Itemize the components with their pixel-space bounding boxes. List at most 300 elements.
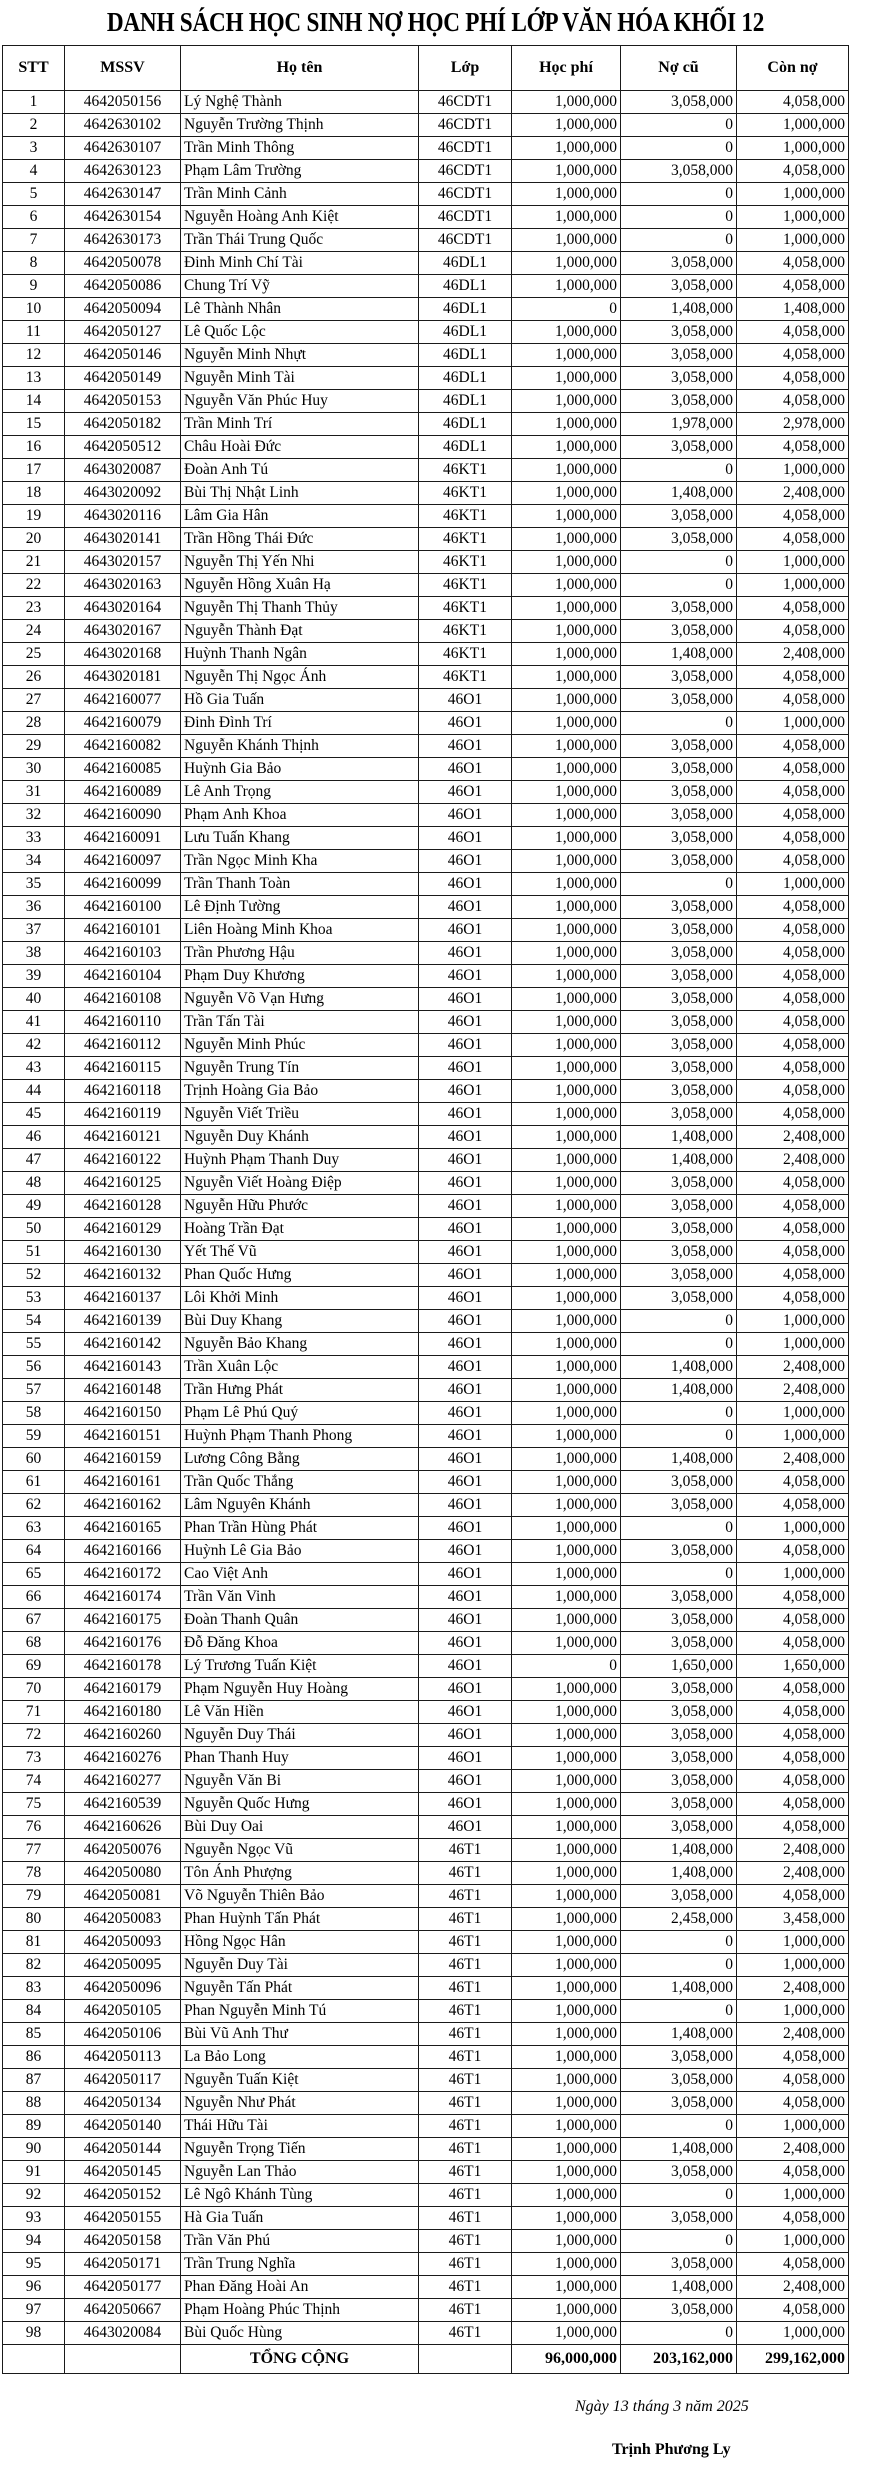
table-row (3, 482, 849, 505)
cell-name: Huỳnh Gia Bảo (181, 758, 419, 781)
cell-class: 46O1 (419, 1264, 512, 1287)
cell-fee: 1,000,000 (512, 988, 621, 1011)
cell-class: 46DL1 (419, 298, 512, 321)
cell-remaining: 4,058,000 (737, 2207, 849, 2230)
cell-old-debt: 1,408,000 (621, 2138, 737, 2161)
cell-class: 46KT1 (419, 551, 512, 574)
cell-mssv: 4642160103 (65, 942, 181, 965)
cell-remaining: 4,058,000 (737, 1241, 849, 1264)
cell-mssv: 4643020084 (65, 2322, 181, 2345)
cell-class: 46T1 (419, 2138, 512, 2161)
cell-mssv: 4642160148 (65, 1379, 181, 1402)
cell-mssv: 4642050080 (65, 1862, 181, 1885)
cell-name: Lê Ngô Khánh Tùng (181, 2184, 419, 2207)
table-row (3, 758, 849, 781)
cell-fee: 1,000,000 (512, 413, 621, 436)
cell-old-debt: 3,058,000 (621, 2207, 737, 2230)
cell-name: Châu Hoài Đức (181, 436, 419, 459)
table-row (3, 2115, 849, 2138)
cell-stt: 57 (3, 1379, 65, 1402)
cell-old-debt: 1,408,000 (621, 1149, 737, 1172)
cell-name: Hồng Ngọc Hân (181, 1931, 419, 1954)
cell-name: Trần Hồng Thái Đức (181, 528, 419, 551)
cell-name: Phan Thanh Huy (181, 1747, 419, 1770)
cell-remaining: 4,058,000 (737, 436, 849, 459)
table-row (3, 689, 849, 712)
table-row (3, 988, 849, 1011)
cell-class: 46O1 (419, 1425, 512, 1448)
cell-old-debt: 3,058,000 (621, 1701, 737, 1724)
cell-name: Huỳnh Thanh Ngân (181, 643, 419, 666)
table-row (3, 1517, 849, 1540)
cell-stt: 66 (3, 1586, 65, 1609)
cell-remaining: 1,000,000 (737, 2184, 849, 2207)
cell-old-debt: 1,408,000 (621, 1356, 737, 1379)
cell-name: Nguyễn Tấn Phát (181, 1977, 419, 2000)
cell-name: Phan Quốc Hưng (181, 1264, 419, 1287)
cell-fee: 1,000,000 (512, 1954, 621, 1977)
cell-stt: 36 (3, 896, 65, 919)
cell-old-debt: 3,058,000 (621, 804, 737, 827)
header-fee: Học phí (512, 46, 621, 91)
cell-remaining: 4,058,000 (737, 597, 849, 620)
cell-old-debt: 3,058,000 (621, 1218, 737, 1241)
cell-name: Nguyễn Hữu Phước (181, 1195, 419, 1218)
cell-name: Trần Tấn Tài (181, 1011, 419, 1034)
cell-mssv: 4642160077 (65, 689, 181, 712)
cell-fee: 1,000,000 (512, 1747, 621, 1770)
header-class: Lớp (419, 46, 512, 91)
table-row (3, 965, 849, 988)
cell-fee: 1,000,000 (512, 758, 621, 781)
debt-table (2, 45, 849, 2374)
cell-name: Nguyễn Minh Tài (181, 367, 419, 390)
cell-remaining: 4,058,000 (737, 850, 849, 873)
total-remaining: 299,162,000 (737, 2345, 849, 2374)
cell-old-debt: 1,978,000 (621, 413, 737, 436)
cell-old-debt: 3,058,000 (621, 1678, 737, 1701)
table-row (3, 2069, 849, 2092)
cell-stt: 8 (3, 252, 65, 275)
cell-mssv: 4643020141 (65, 528, 181, 551)
cell-fee: 1,000,000 (512, 1816, 621, 1839)
cell-fee: 1,000,000 (512, 666, 621, 689)
cell-class: 46O1 (419, 1103, 512, 1126)
header-remaining: Còn nợ (737, 46, 849, 91)
cell-mssv: 4642050096 (65, 1977, 181, 2000)
cell-mssv: 4642630123 (65, 160, 181, 183)
cell-remaining: 4,058,000 (737, 1494, 849, 1517)
cell-remaining: 4,058,000 (737, 988, 849, 1011)
cell-mssv: 4642160090 (65, 804, 181, 827)
cell-mssv: 4642050156 (65, 91, 181, 114)
cell-stt: 39 (3, 965, 65, 988)
cell-stt: 38 (3, 942, 65, 965)
total-old-debt: 203,162,000 (621, 2345, 737, 2374)
cell-stt: 79 (3, 1885, 65, 1908)
cell-fee: 1,000,000 (512, 2276, 621, 2299)
cell-old-debt: 3,058,000 (621, 1080, 737, 1103)
cell-class: 46O1 (419, 1356, 512, 1379)
cell-fee: 1,000,000 (512, 344, 621, 367)
cell-class: 46KT1 (419, 666, 512, 689)
cell-remaining: 2,408,000 (737, 1356, 849, 1379)
cell-class: 46O1 (419, 827, 512, 850)
cell-fee: 0 (512, 298, 621, 321)
table-row (3, 2138, 849, 2161)
table-row (3, 1195, 849, 1218)
cell-class: 46O1 (419, 896, 512, 919)
cell-remaining: 4,058,000 (737, 160, 849, 183)
cell-stt: 25 (3, 643, 65, 666)
cell-old-debt: 1,408,000 (621, 643, 737, 666)
cell-name: Huỳnh Lê Gia Bảo (181, 1540, 419, 1563)
cell-remaining: 4,058,000 (737, 965, 849, 988)
cell-fee: 1,000,000 (512, 390, 621, 413)
cell-stt: 90 (3, 2138, 65, 2161)
cell-old-debt: 3,058,000 (621, 367, 737, 390)
cell-mssv: 4642160129 (65, 1218, 181, 1241)
cell-stt: 23 (3, 597, 65, 620)
cell-remaining: 4,058,000 (737, 1195, 849, 1218)
cell-fee: 1,000,000 (512, 1632, 621, 1655)
cell-remaining: 4,058,000 (737, 1034, 849, 1057)
cell-name: Trần Hưng Phát (181, 1379, 419, 1402)
cell-stt: 17 (3, 459, 65, 482)
cell-name: Lưu Tuấn Khang (181, 827, 419, 850)
table-row (3, 1586, 849, 1609)
cell-old-debt: 3,058,000 (621, 1471, 737, 1494)
cell-mssv: 4643020157 (65, 551, 181, 574)
table-row (3, 2207, 849, 2230)
cell-name: Tôn Ánh Phượng (181, 1862, 419, 1885)
table-row (3, 2000, 849, 2023)
cell-mssv: 4642160165 (65, 1517, 181, 1540)
cell-remaining: 1,000,000 (737, 459, 849, 482)
table-row (3, 436, 849, 459)
cell-old-debt: 3,058,000 (621, 919, 737, 942)
cell-fee: 1,000,000 (512, 1517, 621, 1540)
table-row (3, 229, 849, 252)
cell-old-debt: 0 (621, 137, 737, 160)
cell-mssv: 4642160108 (65, 988, 181, 1011)
cell-mssv: 4642050171 (65, 2253, 181, 2276)
cell-stt: 43 (3, 1057, 65, 1080)
cell-remaining: 2,408,000 (737, 643, 849, 666)
cell-stt: 97 (3, 2299, 65, 2322)
cell-old-debt: 0 (621, 1954, 737, 1977)
cell-old-debt: 3,058,000 (621, 666, 737, 689)
cell-remaining: 4,058,000 (737, 1793, 849, 1816)
cell-fee: 1,000,000 (512, 1977, 621, 2000)
cell-stt: 51 (3, 1241, 65, 1264)
cell-fee: 1,000,000 (512, 1195, 621, 1218)
table-row (3, 413, 849, 436)
cell-old-debt: 3,058,000 (621, 2069, 737, 2092)
cell-name: Trần Xuân Lộc (181, 1356, 419, 1379)
cell-name: Phan Đăng Hoài An (181, 2276, 419, 2299)
cell-stt: 98 (3, 2322, 65, 2345)
table-row (3, 712, 849, 735)
cell-remaining: 2,408,000 (737, 2276, 849, 2299)
cell-mssv: 4642050155 (65, 2207, 181, 2230)
cell-remaining: 4,058,000 (737, 1057, 849, 1080)
cell-remaining: 2,978,000 (737, 413, 849, 436)
cell-mssv: 4642160112 (65, 1034, 181, 1057)
cell-name: Nguyễn Bảo Khang (181, 1333, 419, 1356)
cell-mssv: 4642050117 (65, 2069, 181, 2092)
cell-fee: 1,000,000 (512, 850, 621, 873)
cell-old-debt: 1,408,000 (621, 482, 737, 505)
cell-remaining: 1,000,000 (737, 873, 849, 896)
cell-old-debt: 0 (621, 1402, 737, 1425)
cell-name: Đinh Đình Trí (181, 712, 419, 735)
cell-class: 46O1 (419, 1517, 512, 1540)
cell-class: 46O1 (419, 850, 512, 873)
cell-class: 46KT1 (419, 528, 512, 551)
cell-remaining: 4,058,000 (737, 735, 849, 758)
cell-old-debt: 3,058,000 (621, 528, 737, 551)
cell-class: 46DL1 (419, 367, 512, 390)
cell-class: 46CDT1 (419, 114, 512, 137)
cell-stt: 70 (3, 1678, 65, 1701)
cell-mssv: 4642160130 (65, 1241, 181, 1264)
cell-fee: 1,000,000 (512, 2138, 621, 2161)
cell-remaining: 2,408,000 (737, 1448, 849, 1471)
cell-class: 46CDT1 (419, 183, 512, 206)
table-row (3, 804, 849, 827)
cell-fee: 1,000,000 (512, 1563, 621, 1586)
table-row (3, 1057, 849, 1080)
table-row (3, 1149, 849, 1172)
cell-fee: 1,000,000 (512, 1862, 621, 1885)
cell-old-debt: 3,058,000 (621, 1747, 737, 1770)
cell-stt: 69 (3, 1655, 65, 1678)
cell-mssv: 4642050144 (65, 2138, 181, 2161)
cell-stt: 86 (3, 2046, 65, 2069)
cell-fee: 1,000,000 (512, 2230, 621, 2253)
cell-old-debt: 3,058,000 (621, 1241, 737, 1264)
cell-name: Lê Quốc Lộc (181, 321, 419, 344)
cell-name: Trần Phương Hậu (181, 942, 419, 965)
table-row (3, 1862, 849, 1885)
cell-stt: 13 (3, 367, 65, 390)
cell-remaining: 1,000,000 (737, 114, 849, 137)
cell-fee: 1,000,000 (512, 505, 621, 528)
table-row (3, 827, 849, 850)
table-row (3, 1563, 849, 1586)
cell-remaining: 4,058,000 (737, 1218, 849, 1241)
cell-stt: 61 (3, 1471, 65, 1494)
cell-stt: 74 (3, 1770, 65, 1793)
cell-mssv: 4642050093 (65, 1931, 181, 1954)
cell-old-debt: 0 (621, 1931, 737, 1954)
total-stt-cell (3, 2345, 65, 2374)
cell-mssv: 4642630147 (65, 183, 181, 206)
cell-class: 46DL1 (419, 436, 512, 459)
cell-name: Trần Văn Vinh (181, 1586, 419, 1609)
cell-remaining: 1,000,000 (737, 1563, 849, 1586)
cell-class: 46O1 (419, 1333, 512, 1356)
table-row (3, 2253, 849, 2276)
cell-fee: 1,000,000 (512, 528, 621, 551)
cell-mssv: 4642160132 (65, 1264, 181, 1287)
cell-name: Nguyễn Hoàng Anh Kiệt (181, 206, 419, 229)
cell-class: 46O1 (419, 1241, 512, 1264)
cell-stt: 37 (3, 919, 65, 942)
cell-class: 46CDT1 (419, 137, 512, 160)
cell-old-debt: 3,058,000 (621, 436, 737, 459)
cell-mssv: 4642050105 (65, 2000, 181, 2023)
cell-class: 46T1 (419, 2000, 512, 2023)
cell-class: 46O1 (419, 1540, 512, 1563)
cell-name: Phạm Nguyễn Huy Hoàng (181, 1678, 419, 1701)
cell-remaining: 4,058,000 (737, 919, 849, 942)
cell-class: 46O1 (419, 1310, 512, 1333)
cell-name: Nguyễn Trường Thịnh (181, 114, 419, 137)
cell-old-debt: 3,058,000 (621, 390, 737, 413)
cell-fee: 1,000,000 (512, 1885, 621, 1908)
cell-fee: 1,000,000 (512, 252, 621, 275)
cell-fee: 1,000,000 (512, 1701, 621, 1724)
cell-remaining: 4,058,000 (737, 804, 849, 827)
cell-old-debt: 1,650,000 (621, 1655, 737, 1678)
cell-class: 46DL1 (419, 344, 512, 367)
cell-name: Yết Thế Vũ (181, 1241, 419, 1264)
table-row (3, 1839, 849, 1862)
table-row (3, 574, 849, 597)
cell-old-debt: 3,058,000 (621, 91, 737, 114)
table-row (3, 735, 849, 758)
cell-old-debt: 0 (621, 1517, 737, 1540)
cell-mssv: 4642050076 (65, 1839, 181, 1862)
cell-class: 46O1 (419, 1747, 512, 1770)
cell-remaining: 4,058,000 (737, 1770, 849, 1793)
cell-old-debt: 3,058,000 (621, 1103, 737, 1126)
cell-name: Nguyễn Thành Đạt (181, 620, 419, 643)
cell-remaining: 4,058,000 (737, 620, 849, 643)
cell-mssv: 4642050145 (65, 2161, 181, 2184)
cell-class: 46O1 (419, 919, 512, 942)
table-row (3, 1080, 849, 1103)
cell-mssv: 4642050149 (65, 367, 181, 390)
table-row (3, 505, 849, 528)
cell-class: 46T1 (419, 1839, 512, 1862)
cell-remaining: 4,058,000 (737, 252, 849, 275)
table-row (3, 2299, 849, 2322)
cell-class: 46O1 (419, 942, 512, 965)
cell-fee: 1,000,000 (512, 2069, 621, 2092)
cell-old-debt: 0 (621, 183, 737, 206)
cell-remaining: 1,000,000 (737, 712, 849, 735)
header-stt: STT (3, 46, 65, 91)
cell-old-debt: 3,058,000 (621, 2092, 737, 2115)
cell-name: Lý Trương Tuấn Kiệt (181, 1655, 419, 1678)
cell-mssv: 4643020116 (65, 505, 181, 528)
cell-class: 46T1 (419, 2276, 512, 2299)
cell-mssv: 4642160178 (65, 1655, 181, 1678)
cell-name: Nguyễn Trung Tín (181, 1057, 419, 1080)
cell-stt: 47 (3, 1149, 65, 1172)
cell-old-debt: 3,058,000 (621, 1540, 737, 1563)
table-row (3, 1655, 849, 1678)
cell-class: 46O1 (419, 1034, 512, 1057)
cell-remaining: 4,058,000 (737, 344, 849, 367)
cell-class: 46O1 (419, 988, 512, 1011)
cell-name: Nguyễn Minh Nhựt (181, 344, 419, 367)
cell-remaining: 2,408,000 (737, 482, 849, 505)
cell-class: 46DL1 (419, 275, 512, 298)
cell-stt: 93 (3, 2207, 65, 2230)
cell-remaining: 1,000,000 (737, 206, 849, 229)
cell-name: Bùi Duy Oai (181, 1816, 419, 1839)
cell-remaining: 4,058,000 (737, 758, 849, 781)
cell-name: Đỗ Đăng Khoa (181, 1632, 419, 1655)
cell-stt: 96 (3, 2276, 65, 2299)
table-row (3, 1310, 849, 1333)
cell-old-debt: 0 (621, 114, 737, 137)
table-row (3, 1103, 849, 1126)
cell-mssv: 4643020092 (65, 482, 181, 505)
cell-name: Huỳnh Phạm Thanh Phong (181, 1425, 419, 1448)
cell-fee: 1,000,000 (512, 896, 621, 919)
cell-fee: 1,000,000 (512, 965, 621, 988)
cell-mssv: 4642160100 (65, 896, 181, 919)
cell-remaining: 4,058,000 (737, 1586, 849, 1609)
cell-name: Nguyễn Văn Phúc Huy (181, 390, 419, 413)
table-row (3, 781, 849, 804)
cell-fee: 1,000,000 (512, 827, 621, 850)
cell-name: Huỳnh Phạm Thanh Duy (181, 1149, 419, 1172)
cell-old-debt: 0 (621, 1333, 737, 1356)
cell-old-debt: 0 (621, 2230, 737, 2253)
cell-old-debt: 1,408,000 (621, 2023, 737, 2046)
cell-name: Trần Minh Trí (181, 413, 419, 436)
cell-mssv: 4642050512 (65, 436, 181, 459)
cell-old-debt: 3,058,000 (621, 1609, 737, 1632)
cell-stt: 40 (3, 988, 65, 1011)
cell-old-debt: 3,058,000 (621, 988, 737, 1011)
cell-class: 46O1 (419, 1448, 512, 1471)
cell-remaining: 1,000,000 (737, 2115, 849, 2138)
cell-stt: 49 (3, 1195, 65, 1218)
cell-fee: 1,000,000 (512, 1839, 621, 1862)
cell-class: 46T1 (419, 2161, 512, 2184)
cell-fee: 1,000,000 (512, 1586, 621, 1609)
table-row (3, 1264, 849, 1287)
table-row (3, 1126, 849, 1149)
table-row (3, 1678, 849, 1701)
cell-old-debt: 3,058,000 (621, 1793, 737, 1816)
cell-fee: 1,000,000 (512, 1609, 621, 1632)
cell-old-debt: 3,058,000 (621, 1632, 737, 1655)
cell-class: 46KT1 (419, 505, 512, 528)
cell-stt: 32 (3, 804, 65, 827)
table-row (3, 643, 849, 666)
cell-stt: 58 (3, 1402, 65, 1425)
cell-mssv: 4642160091 (65, 827, 181, 850)
cell-name: Nguyễn Thị Ngọc Ánh (181, 666, 419, 689)
cell-stt: 16 (3, 436, 65, 459)
cell-class: 46T1 (419, 2230, 512, 2253)
table-row (3, 2184, 849, 2207)
cell-old-debt: 3,058,000 (621, 160, 737, 183)
cell-old-debt: 3,058,000 (621, 896, 737, 919)
cell-fee: 1,000,000 (512, 942, 621, 965)
cell-remaining: 4,058,000 (737, 1264, 849, 1287)
table-row (3, 1724, 849, 1747)
table-row (3, 1770, 849, 1793)
